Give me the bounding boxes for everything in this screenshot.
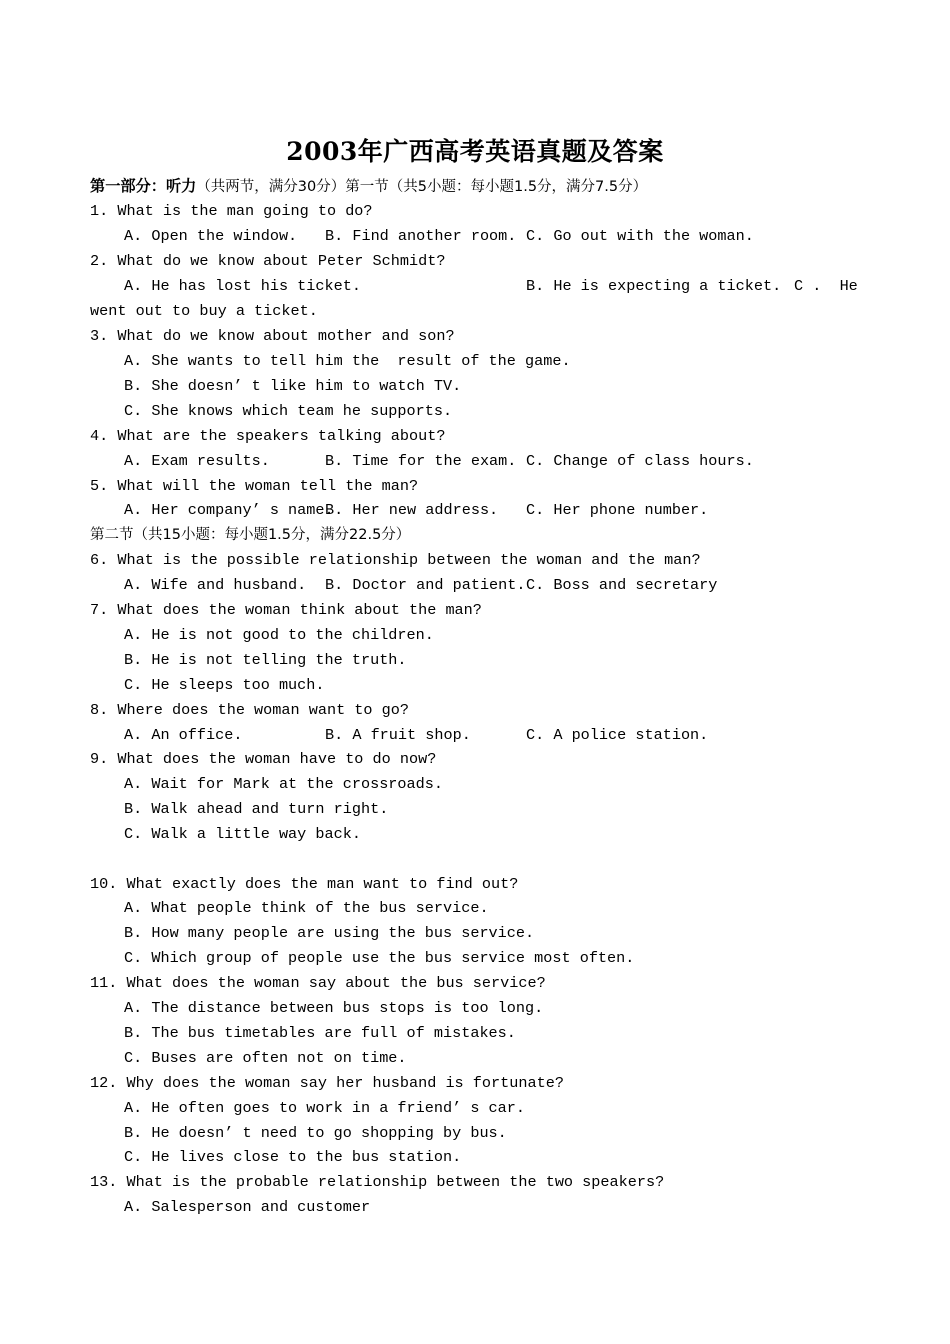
q4-option-b: B. Time for the exam. — [325, 452, 517, 470]
q2-option-b: B. He is expecting a ticket. — [526, 277, 782, 295]
q2-option-c-end: went out to buy a ticket. — [90, 302, 318, 320]
section-2-heading: 第二节（共15小题：每小题1.5分，满分22.5分） — [90, 527, 411, 543]
q11-option-b: B. The bus timetables are full of mistakes. — [124, 1024, 516, 1042]
q12-option-b: B. He doesn’ t need to go shopping by bus. — [124, 1124, 507, 1142]
question-11: 11. What does the woman say about the bus service? — [90, 974, 546, 992]
question-2-options — [124, 276, 864, 296]
question-2: 2. What do we know about Peter Schmidt? — [90, 252, 446, 270]
q11-option-c: C. Buses are often not on time. — [124, 1049, 407, 1067]
question-1-options — [124, 226, 924, 246]
question-6-options — [124, 575, 924, 595]
q3-option-b: B. She doesn’ t like him to watch TV. — [124, 377, 462, 395]
q9-option-c: C. Walk a little way back. — [124, 825, 361, 843]
q7-option-b: B. He is not telling the truth. — [124, 651, 407, 669]
question-5-options — [124, 500, 924, 520]
question-4: 4. What are the speakers talking about? — [90, 427, 446, 445]
question-4-options — [124, 451, 924, 471]
q6-option-a: A. Wife and husband. — [124, 576, 307, 594]
q5-option-c: C. Her phone number. — [526, 501, 709, 519]
part1-heading-bold: 第一部分：听力 — [90, 177, 197, 195]
document-title: 2003年广西高考英语真题及答案 — [286, 137, 664, 166]
q7-option-c: C. He sleeps too much. — [124, 676, 325, 694]
q13-option-a: A. Salesperson and customer — [124, 1198, 371, 1216]
q8-option-c: C. A police station. — [526, 726, 709, 744]
question-10: 10. What exactly does the man want to find out? — [90, 875, 519, 893]
question-12: 12. Why does the woman say her husband is fortunate? — [90, 1074, 564, 1092]
q6-option-c: C. Boss and secretary — [526, 576, 718, 594]
question-13: 13. What is the probable relationship between the two speakers? — [90, 1173, 665, 1191]
q4-option-c: C. Change of class hours. — [526, 452, 754, 470]
q5-option-b: B. Her new address. — [325, 501, 499, 519]
q2-option-c-start: C . He — [794, 277, 858, 295]
part1-heading — [90, 176, 647, 196]
part1-heading-rest: （共两节，满分30分）第一节（共5小题：每小题1.5分，满分7.5分） — [196, 179, 648, 195]
q12-option-a: A. He often goes to work in a friend’ s car. — [124, 1099, 526, 1117]
q1-option-b: B. Find another room. — [325, 227, 517, 245]
q9-option-b: B. Walk ahead and turn right. — [124, 800, 389, 818]
q10-option-b: B. How many people are using the bus service. — [124, 924, 535, 942]
question-8-options — [124, 725, 924, 745]
question-5: 5. What will the woman tell the man? — [90, 477, 419, 495]
q3-option-c: C. She knows which team he supports. — [124, 402, 453, 420]
q2-option-a: A. He has lost his ticket. — [124, 277, 361, 295]
question-9: 9. What does the woman have to do now? — [90, 750, 437, 768]
q1-option-c: C. Go out with the woman. — [526, 227, 754, 245]
q11-option-a: A. The distance between bus stops is too long. — [124, 999, 544, 1017]
q6-option-b: B. Doctor and patient. — [325, 576, 526, 594]
question-8: 8. Where does the woman want to go? — [90, 701, 409, 719]
question-7: 7. What does the woman think about the man? — [90, 601, 482, 619]
q12-option-c: C. He lives close to the bus station. — [124, 1148, 462, 1166]
q7-option-a: A. He is not good to the children. — [124, 626, 434, 644]
question-1: 1. What is the man going to do? — [90, 202, 373, 220]
q10-option-c: C. Which group of people use the bus service most often. — [124, 949, 635, 967]
q8-option-a: A. An office. — [124, 726, 243, 744]
q5-option-a: A. Her company’ s name. — [124, 501, 334, 519]
q8-option-b: B. A fruit shop. — [325, 726, 471, 744]
q9-option-a: A. Wait for Mark at the crossroads. — [124, 775, 443, 793]
q1-option-a: A. Open the window. — [124, 227, 298, 245]
q4-option-a: A. Exam results. — [124, 452, 270, 470]
question-3: 3. What do we know about mother and son? — [90, 327, 455, 345]
question-6: 6. What is the possible relationship between the woman and the man? — [90, 551, 701, 569]
q3-option-a: A. She wants to tell him the result of the game. — [124, 352, 571, 370]
q10-option-a: A. What people think of the bus service. — [124, 899, 489, 917]
